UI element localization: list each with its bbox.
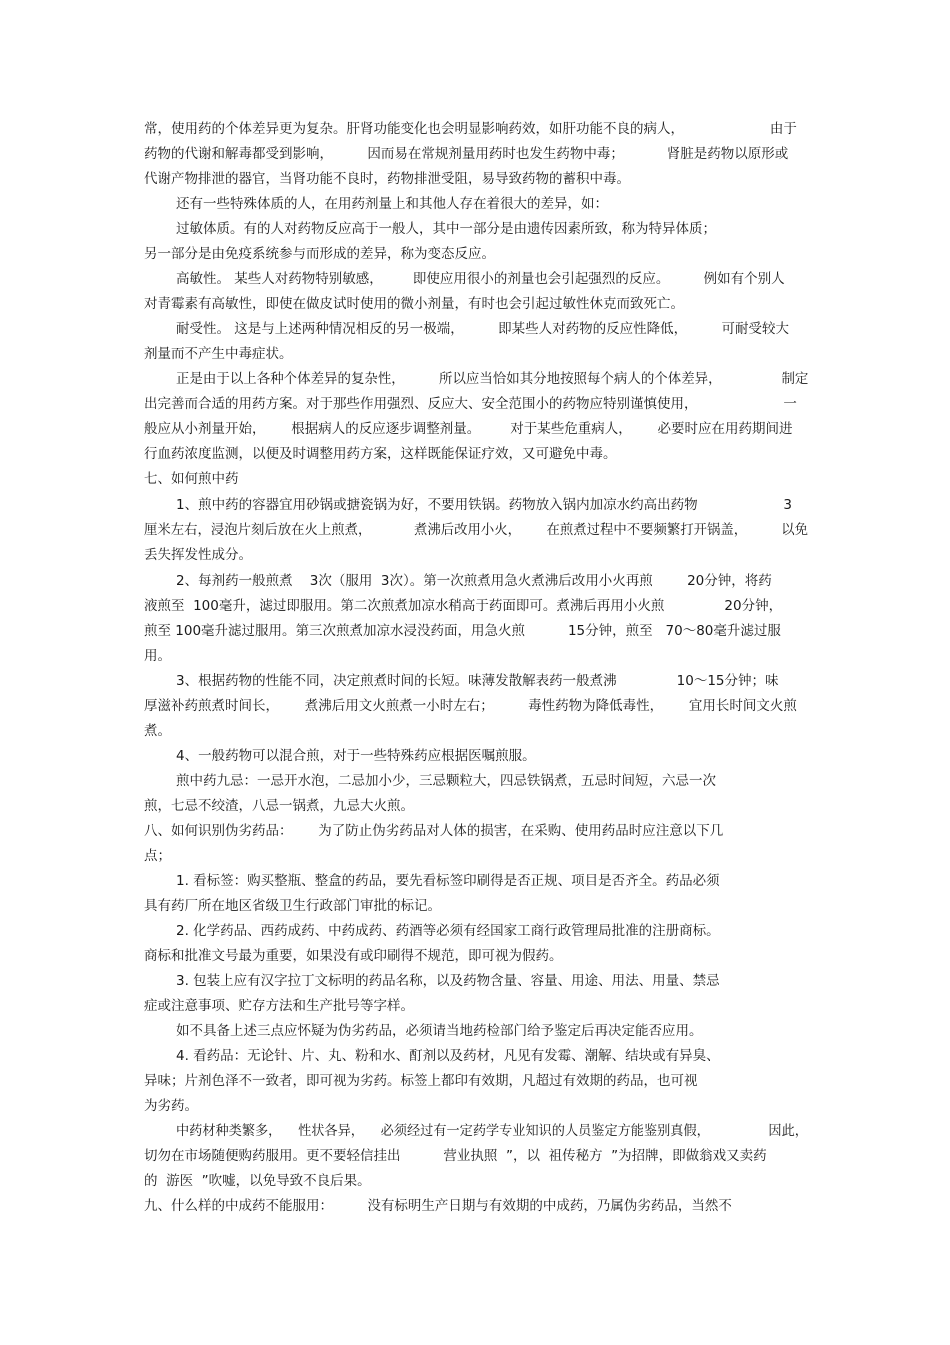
text-line: 4、一般药物可以混合煎，对于一些特殊药应根据医嘱煎服。 [176, 748, 536, 764]
text-line: 煎，七忌不绞渣，八忌一锅煮，九忌大火煎。 [144, 798, 414, 814]
text-line: 如不具备上述三点应怀疑为伪劣药品，必须请当地药检部门给予鉴定后再决定能否应用。 [176, 1023, 703, 1039]
text-line: 过敏体质。有的人对药物反应高于一般人，其中一部分是由遗传因素所致，称为特异体质； [176, 221, 716, 237]
text-line: 厚滋补药煎煮时间长， 煮沸后用文火煎煮一小时左右； 毒性药物为降低毒性， 宜用长时间文火煎 [144, 698, 797, 714]
text-line: 煎至 100毫升滤过服用。第三次煎煮加凉水浸没药面，用急火煎 15分钟，煎至 70～80毫升滤过服 [144, 623, 781, 639]
section-heading: 九、什么样的中成药不能服用： 没有标明生产日期与有效期的中成药，乃属伪劣药品，当然不 [144, 1198, 732, 1214]
text-line: 1. 看标签：购买整瓶、整盒的药品，要先看标签印刷得是否正规、项目是否齐全。药品必须 [176, 873, 720, 889]
text-line: 症或注意事项、贮存方法和生产批号等字样。 [144, 998, 414, 1014]
text-line: 般应从小剂量开始， 根据病人的反应逐步调整剂量。 对于某些危重病人， 必要时应在用药期间进 [144, 421, 793, 437]
text-line: 煮。 [144, 723, 171, 739]
text-line: 常，使用药的个体差异更为复杂。肝肾功能变化也会明显影响药效，如肝功能不良的病人， 由于 [144, 121, 797, 137]
text-line: 药物的代谢和解毒都受到影响， 因而易在常规剂量用药时也发生药物中毒； 肾脏是药物以原形或 [144, 146, 789, 162]
text-line: 的 游医 ”吹嘘，以免导致不良后果。 [144, 1173, 371, 1189]
text-line: 丢失挥发性成分。 [144, 547, 252, 563]
section-heading: 七、如何煎中药 [144, 471, 239, 487]
text-line: 液煎至 100毫升，滤过即服用。第二次煎煮加凉水稍高于药面即可。煮沸后再用小火煎 20分钟， [144, 598, 783, 614]
text-line: 切勿在市场随便购药服用。更不要轻信挂出 营业执照 ”，以 祖传秘方 ”为招牌，即做翁戏又卖药 [144, 1148, 767, 1164]
text-line: 点； [144, 848, 171, 864]
text-line: 2. 化学药品、西药成药、中药成药、药酒等必须有经国家工商行政管理局批准的注册商标。 [176, 923, 720, 939]
text-line: 正是由于以上各种个体差异的复杂性， 所以应当恰如其分地按照每个病人的个体差异， 制定 [176, 371, 809, 387]
text-line: 剂量而不产生中毒症状。 [144, 346, 293, 362]
text-line: 耐受性。 这是与上述两种情况相反的另一极端， 即某些人对药物的反应性降低， 可耐受较大 [176, 321, 789, 337]
text-line: 4. 看药品：无论针、片、丸、粉和水、酊剂以及药材，凡见有发霉、潮解、结块或有异臭、 [176, 1048, 720, 1064]
text-line: 煎中药九忌：一忌开水泡，二忌加小少，三忌颗粒大，四忌铁锅煮，五忌时间短，六忌一次 [176, 773, 716, 789]
text-line: 另一部分是由免疫系统参与而形成的差异，称为变态反应。 [144, 246, 495, 262]
text-line: 用。 [144, 648, 171, 664]
text-line: 行血药浓度监测，以便及时调整用药方案，这样既能保证疗效，又可避免中毒。 [144, 446, 617, 462]
text-line: 3. 包装上应有汉字拉丁文标明的药品名称，以及药物含量、容量、用途、用法、用量、禁忌 [176, 973, 720, 989]
text-line: 高敏性。 某些人对药物特别敏感， 即使应用很小的剂量也会引起强烈的反应。 例如有个别人 [176, 271, 785, 287]
text-line: 代谢产物排泄的器官，当肾功能不良时，药物排泄受阻，易导致药物的蓄积中毒。 [144, 171, 630, 187]
text-line: 还有一些特殊体质的人，在用药剂量上和其他人存在着很大的差异，如： [176, 196, 608, 212]
section-heading: 八、如何识别伪劣药品： 为了防止伪劣药品对人体的损害，在采购、使用药品时应注意以下几 [144, 823, 724, 839]
text-line: 商标和批准文号最为重要，如果没有或印刷得不规范，即可视为假药。 [144, 948, 563, 964]
text-line: 厘米左右，浸泡片刻后放在火上煎煮， 煮沸后改用小火， 在煎煮过程中不要频繁打开锅盖， 以免 [144, 522, 808, 538]
text-line: 2、每剂药一般煎煮 3次（服用 3次）。第一次煎煮用急火煮沸后改用小火再煎 20分钟，将药 [176, 573, 772, 589]
text-line: 出完善而合适的用药方案。对于那些作用强烈、反应大、安全范围小的药物应特别谨慎使用， 一 [144, 396, 797, 412]
text-line: 对青霉素有高敏性，即使在做皮试时使用的微小剂量，有时也会引起过敏性休克而致死亡。 [144, 296, 684, 312]
text-line: 中药材种类繁多， 性状各异， 必须经过有一定药学专业知识的人员鉴定方能鉴别真假， 因此， [176, 1123, 808, 1139]
text-line: 3、根据药物的性能不同，决定煎煮时间的长短。味薄发散解表药一般煮沸 10～15分钟；味 [176, 673, 779, 689]
text-line: 异味；片剂色泽不一致者，即可视为劣药。标签上都印有效期，凡超过有效期的药品，也可视 [144, 1073, 698, 1089]
text-line: 为劣药。 [144, 1098, 198, 1114]
text-line: 1、煎中药的容器宜用砂锅或搪瓷锅为好，不要用铁锅。药物放入锅内加凉水约高出药物 3 [176, 497, 793, 513]
text-line: 具有药厂所在地区省级卫生行政部门审批的标记。 [144, 898, 441, 914]
